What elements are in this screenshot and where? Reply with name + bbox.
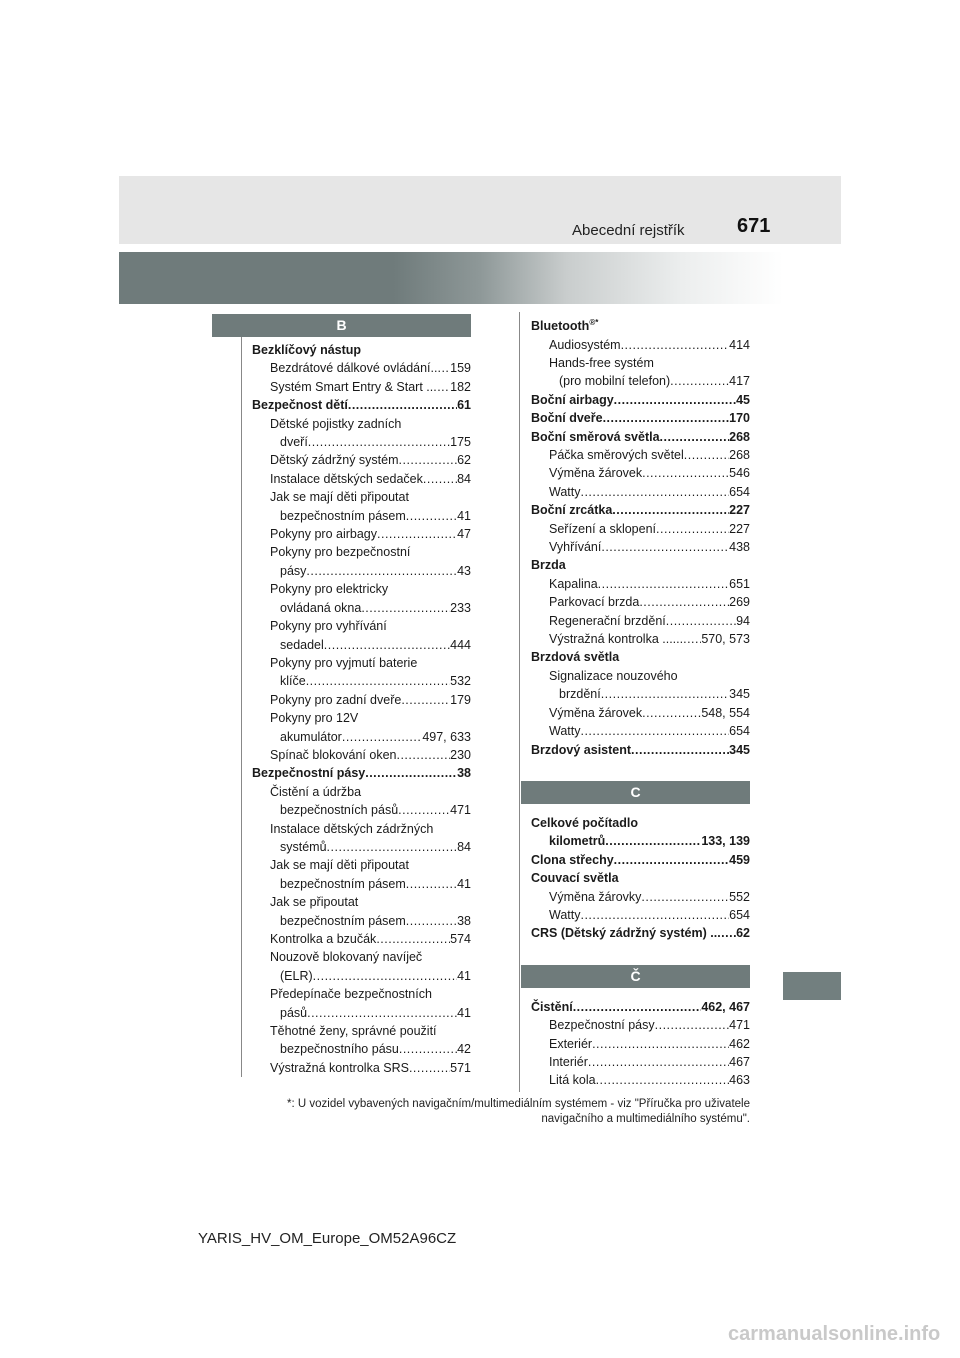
leader-dots (683, 630, 701, 648)
index-entry-page: 459 (729, 852, 750, 867)
index-entry-term: Bezpečnostní pásy (252, 766, 366, 781)
index-entry-term: Interiér (549, 1054, 588, 1069)
index-entry (252, 875, 471, 893)
leader-dots (642, 704, 701, 722)
index-entry-page: 84 (457, 839, 471, 854)
index-entry-term: Jak se mají děti připoutat (270, 490, 409, 505)
index-entry (252, 783, 471, 801)
index-entry (531, 1053, 750, 1071)
leader-dots (307, 1004, 457, 1022)
index-section (521, 988, 750, 1090)
leader-dots (603, 409, 730, 427)
index-entry (252, 948, 471, 966)
index-entry-term: bezpečnostním pásem (280, 508, 406, 523)
index-entry (252, 1022, 471, 1040)
index-entry-term: Bezpečnostní pásy (549, 1018, 655, 1033)
index-entry-page: 43 (457, 563, 471, 578)
index-entry-page: 62 (736, 926, 750, 941)
index-entry-term: Watty (549, 724, 581, 739)
index-section (521, 804, 750, 943)
index-entry-term: Boční zrcátka (531, 503, 613, 518)
index-entry-page: 159 (450, 361, 471, 376)
index-entry (252, 985, 471, 1003)
index-entry-term: Bezdrátové dálkové ovládání.. (270, 361, 438, 376)
index-entry (531, 1016, 750, 1034)
index-entry-page: 546 (729, 466, 750, 481)
index-entry (252, 967, 471, 985)
index-entry-term: Boční airbagy (531, 392, 614, 407)
index-entry (531, 685, 750, 703)
page-number: 671 (737, 215, 771, 237)
index-entry-term: Watty (549, 907, 581, 922)
index-entry (531, 483, 750, 501)
leader-dots (588, 1053, 729, 1071)
index-entry (531, 630, 750, 648)
section-gap (521, 943, 750, 965)
index-entry (531, 336, 750, 354)
index-entry-term: Hands-free systém (549, 355, 654, 370)
index-entry-term: CRS (Dětský zádržný systém) .. (531, 926, 718, 941)
index-entry-term: Seřízení a sklopení (549, 521, 657, 536)
header-bar (119, 176, 841, 244)
leader-dots (580, 722, 729, 740)
index-entry-term: Výměna žárovek (549, 466, 643, 481)
index-entry-term: (pro mobilní telefon) (559, 374, 671, 389)
index-entry-page: 61 (457, 398, 471, 413)
index-entry-page: 227 (729, 503, 750, 518)
leader-dots (306, 562, 457, 580)
index-entry (531, 832, 750, 850)
index-entry-term: Jak se mají děti připoutat (270, 858, 409, 873)
leader-dots (409, 1059, 450, 1077)
index-entry (531, 648, 750, 666)
index-entry (531, 538, 750, 556)
leader-dots (423, 470, 457, 488)
index-entry (531, 869, 750, 887)
index-entry-page: 233 (450, 600, 471, 615)
index-entry (252, 599, 471, 617)
index-entry-term: Pokyny pro vyhřívání (270, 619, 387, 634)
index-entry-term: bezpečnostním pásem (280, 913, 406, 928)
leader-dots (406, 912, 457, 930)
leader-dots (308, 433, 450, 451)
leader-dots (639, 593, 729, 611)
leader-dots (437, 359, 450, 377)
index-entry-page: 269 (729, 595, 750, 610)
index-entry-term: klíče (280, 674, 306, 689)
leader-dots (327, 838, 458, 856)
index-entry (252, 359, 471, 377)
index-entry-page: 438 (729, 540, 750, 555)
index-entry (531, 446, 750, 464)
index-entry-page: 345 (729, 742, 750, 757)
index-entry (252, 912, 471, 930)
leader-dots (573, 998, 702, 1016)
index-entry-page: 45 (736, 392, 750, 407)
index-column-right (521, 314, 750, 1090)
index-entry-term: Pokyny pro vyjmutí baterie (270, 655, 418, 670)
index-entry-term: Boční dveře (531, 411, 603, 426)
index-entry-term: Pokyny pro elektricky (270, 582, 389, 597)
index-entry (252, 451, 471, 469)
index-entry (531, 1071, 750, 1089)
index-entry (252, 470, 471, 488)
index-entry-term: Regenerační brzdění (549, 613, 666, 628)
leader-dots (660, 428, 730, 446)
index-entry (531, 556, 750, 574)
index-entry (252, 691, 471, 709)
index-entry-term: Boční směrová světla (531, 429, 660, 444)
leader-dots (614, 391, 736, 409)
index-entry-term: Čistění (531, 999, 573, 1014)
header-gradient-band (119, 252, 841, 304)
letter-heading: Č (521, 965, 750, 988)
index-entry-term: Exteriér (549, 1036, 593, 1051)
index-entry (531, 464, 750, 482)
index-entry-term: Výstražná kontrolka SRS (270, 1060, 409, 1075)
index-entry-term: Brzdový asistent (531, 742, 632, 757)
index-entry-term: brzdění (559, 687, 601, 702)
index-entry-term: (ELR) (280, 968, 313, 983)
document-id: YARIS_HV_OM_Europe_OM52A96CZ (198, 1230, 457, 1247)
index-entry-term: Instalace dětských zádržných (270, 821, 434, 836)
index-entry-page: 230 (450, 747, 471, 762)
leader-dots (580, 906, 729, 924)
index-entry-page: 84 (457, 471, 471, 486)
index-entry-term: Výstražná kontrolka ...... (549, 632, 684, 647)
index-entry-page: 133, 139 (701, 834, 750, 849)
section-title: Abecední rejstřík (572, 222, 685, 239)
index-entry (531, 520, 750, 538)
index-entry-term: Bluetooth®* (531, 318, 599, 334)
index-entries-left (241, 337, 471, 1077)
leader-dots (631, 741, 729, 759)
index-entry (531, 575, 750, 593)
index-entry-term: Parkovací brzda (549, 595, 640, 610)
leader-dots (601, 685, 729, 703)
index-entry-page: 170 (729, 411, 750, 426)
index-entry-term: Bezklíčový nástup (252, 343, 362, 357)
leader-dots (399, 1040, 457, 1058)
index-entry-page: 574 (450, 932, 471, 946)
index-entry (252, 525, 471, 543)
leader-dots (598, 575, 729, 593)
index-entry-term: Spínač blokování oken (270, 747, 397, 762)
index-entry (531, 851, 750, 869)
index-entry (252, 543, 471, 561)
leader-dots (342, 728, 422, 746)
index-entry-page: 570, 573 (701, 632, 750, 647)
leader-dots (580, 483, 729, 501)
index-entry (531, 906, 750, 924)
index-entry-page: 94 (736, 613, 750, 628)
index-entry-page: 62 (457, 453, 471, 468)
index-entry-page: 552 (729, 889, 750, 904)
index-entry-term: Těhotné ženy, správné použití (270, 1024, 437, 1039)
index-entry-term: Dětské pojistky zadních (270, 416, 402, 431)
leader-dots (348, 396, 457, 414)
index-entry-term: Výměna žárovky (549, 889, 642, 904)
index-entry (531, 1035, 750, 1053)
index-entry (531, 888, 750, 906)
index-entry (252, 820, 471, 838)
footnote: *: U vozidel vybavených navigačním/multimediálním systémem - viz "Příručka pro uživatele navigačního a multimediálního systému". (287, 1098, 750, 1125)
index-entry-term: systémů (280, 839, 327, 854)
leader-dots (433, 378, 450, 396)
leader-dots (313, 967, 457, 985)
index-entry (252, 488, 471, 506)
index-entry (252, 617, 471, 635)
leader-dots (596, 1071, 730, 1089)
index-entry (252, 341, 471, 359)
index-section (521, 314, 750, 759)
index-entry (531, 372, 750, 390)
index-entry-term: Kontrolka a bzučák (270, 932, 377, 946)
index-entry (252, 709, 471, 727)
index-entry-term: Pokyny pro zadní dveře (270, 692, 402, 707)
index-entry-term: Páčka směrových světel (549, 448, 684, 462)
index-entry-term: Audiosystém (549, 337, 621, 352)
index-entry-page: 227 (729, 521, 750, 536)
leader-dots (377, 525, 457, 543)
index-entry-page: 471 (729, 1018, 750, 1033)
leader-dots (666, 612, 736, 630)
index-entry-term: kilometrů (549, 834, 606, 849)
index-entry-page: 497, 633 (422, 729, 471, 744)
chapter-thumb-tab (783, 972, 841, 1000)
index-entry (531, 814, 750, 832)
index-entry-term: Watty (549, 484, 581, 499)
index-entry-term: pásy (280, 563, 307, 578)
index-entry-term: bezpečnostního pásu (280, 1042, 399, 1057)
index-entry-term: ovládaná okna (280, 600, 362, 615)
index-entry-page: 571 (450, 1060, 471, 1075)
index-entry (252, 415, 471, 433)
index-entry (531, 314, 750, 336)
leader-dots (656, 520, 729, 538)
index-entry-term: Jak se připoutat (270, 895, 359, 910)
index-entry-term: dveří (280, 435, 308, 450)
index-entry-page: 463 (729, 1073, 750, 1088)
index-entry (531, 612, 750, 630)
index-entry (252, 764, 471, 782)
index-entry-term: Litá kola (549, 1073, 596, 1088)
index-entry (252, 654, 471, 672)
leader-dots (717, 924, 736, 942)
leader-dots (396, 746, 450, 764)
index-entry-page: 38 (457, 766, 471, 781)
letter-heading-b: B (212, 314, 471, 337)
index-entry-page: 462, 467 (701, 999, 750, 1014)
index-entry-page: 41 (457, 1005, 471, 1020)
index-entry-page: 268 (729, 429, 750, 444)
index-entry-page: 42 (457, 1042, 471, 1057)
index-entry (531, 593, 750, 611)
index-entry (531, 354, 750, 372)
index-entry-term: Čistění a údržba (270, 784, 362, 799)
leader-dots (642, 464, 729, 482)
index-entry-page: 47 (457, 527, 471, 542)
index-entry (531, 924, 750, 942)
index-entry-term: Couvací světla (531, 871, 619, 886)
index-entry-term: Instalace dětských sedaček (270, 471, 423, 486)
leader-dots (684, 446, 729, 464)
index-entry-page: 179 (450, 692, 471, 707)
index-entry-page: 654 (729, 907, 750, 922)
index-entry-page: 41 (457, 508, 471, 523)
leader-dots (324, 636, 450, 654)
index-entry-term: Brzdová světla (531, 650, 620, 665)
leader-dots (592, 1035, 729, 1053)
index-entry-page: 532 (450, 674, 471, 689)
index-entry (252, 580, 471, 598)
index-entry (531, 428, 750, 446)
leader-dots (406, 507, 457, 525)
index-entry-term: Předepínače bezpečnostních (270, 987, 432, 1002)
index-entry-term: Nouzově blokovaný navíječ (270, 950, 423, 965)
index-entry-page: 654 (729, 484, 750, 499)
leader-dots (655, 1016, 730, 1034)
leader-dots (365, 764, 457, 782)
leader-dots (621, 336, 730, 354)
index-entry (252, 672, 471, 690)
leader-dots (612, 501, 729, 519)
leader-dots (399, 451, 458, 469)
index-entry-term: Dětský zádržný systém (270, 453, 399, 468)
index-entry (252, 1004, 471, 1022)
index-entry-page: 345 (729, 687, 750, 702)
index-entry-page: 654 (729, 724, 750, 739)
leader-dots (401, 691, 450, 709)
index-entry-page: 444 (450, 637, 471, 652)
leader-dots (670, 372, 729, 390)
index-entry (252, 856, 471, 874)
index-entry (252, 801, 471, 819)
index-entry (252, 893, 471, 911)
leader-dots (641, 888, 729, 906)
index-entry-term: sedadel (280, 637, 324, 652)
column-divider (519, 312, 520, 1092)
index-entry-term: Bezpečnost dětí (252, 398, 348, 413)
index-entry (252, 378, 471, 396)
index-entry-page: 41 (457, 876, 471, 891)
index-entry-term: Kapalina (549, 576, 598, 591)
watermark-site: carmanualsonline.info (728, 1323, 941, 1345)
index-entry (531, 741, 750, 759)
leader-dots (406, 875, 457, 893)
index-entry (252, 433, 471, 451)
index-entry-term: Brzda (531, 558, 566, 573)
leader-dots (398, 801, 450, 819)
index-column-left (241, 314, 471, 1077)
index-entry (252, 636, 471, 654)
index-entry (252, 396, 471, 414)
index-entry-term: Clona střechy (531, 852, 614, 867)
index-entry-page: 268 (729, 448, 750, 462)
index-entry-page: 471 (450, 803, 471, 818)
index-entry-term: Výměna žárovek (549, 705, 643, 720)
index-entry (531, 391, 750, 409)
leader-dots (601, 538, 729, 556)
index-entry-term: Systém Smart Entry & Start .. (270, 379, 434, 394)
index-entry-page: 38 (457, 913, 471, 928)
index-entry (531, 704, 750, 722)
index-entry (252, 1040, 471, 1058)
index-entry (252, 1059, 471, 1077)
index-entry-term: Signalizace nouzového (549, 668, 678, 683)
index-entry (252, 746, 471, 764)
index-entry (252, 507, 471, 525)
index-entry-term: akumulátor (280, 729, 342, 744)
index-entry-term: Vyhřívání (549, 540, 602, 555)
leader-dots (614, 851, 729, 869)
section-gap (521, 759, 750, 781)
leader-dots (361, 599, 450, 617)
index-entry (531, 501, 750, 519)
index-entry (252, 838, 471, 856)
index-entry (252, 930, 471, 948)
index-entry-page: 41 (457, 968, 471, 983)
index-entry-page: 417 (729, 374, 750, 389)
index-entry-page: 414 (729, 337, 750, 352)
leader-dots (306, 672, 450, 690)
index-entry-term: Pokyny pro 12V (270, 711, 359, 726)
index-entry-term: Celkové počítadlo (531, 815, 638, 830)
index-entry-term: bezpečnostním pásem (280, 876, 406, 891)
index-entry (531, 667, 750, 685)
index-entry-page: 651 (729, 576, 750, 591)
leader-dots (605, 832, 701, 850)
index-entry-page: 462 (729, 1036, 750, 1051)
index-entry-page: 467 (729, 1054, 750, 1069)
index-entry-term: Pokyny pro bezpečnostní (270, 545, 411, 560)
letter-heading: C (521, 781, 750, 804)
index-entry-term: bezpečnostních pásů (280, 803, 399, 818)
index-entry-page: 175 (450, 435, 471, 450)
index-entry-term: pásů (280, 1005, 308, 1020)
index-entry (252, 728, 471, 746)
index-entry (531, 409, 750, 427)
index-entry (531, 998, 750, 1016)
leader-dots (376, 930, 450, 948)
index-entry (252, 562, 471, 580)
index-entry-term: Pokyny pro airbagy (270, 527, 378, 542)
index-entry-page: 548, 554 (701, 705, 750, 720)
index-entry (531, 722, 750, 740)
index-entry-page: 182 (450, 379, 471, 394)
